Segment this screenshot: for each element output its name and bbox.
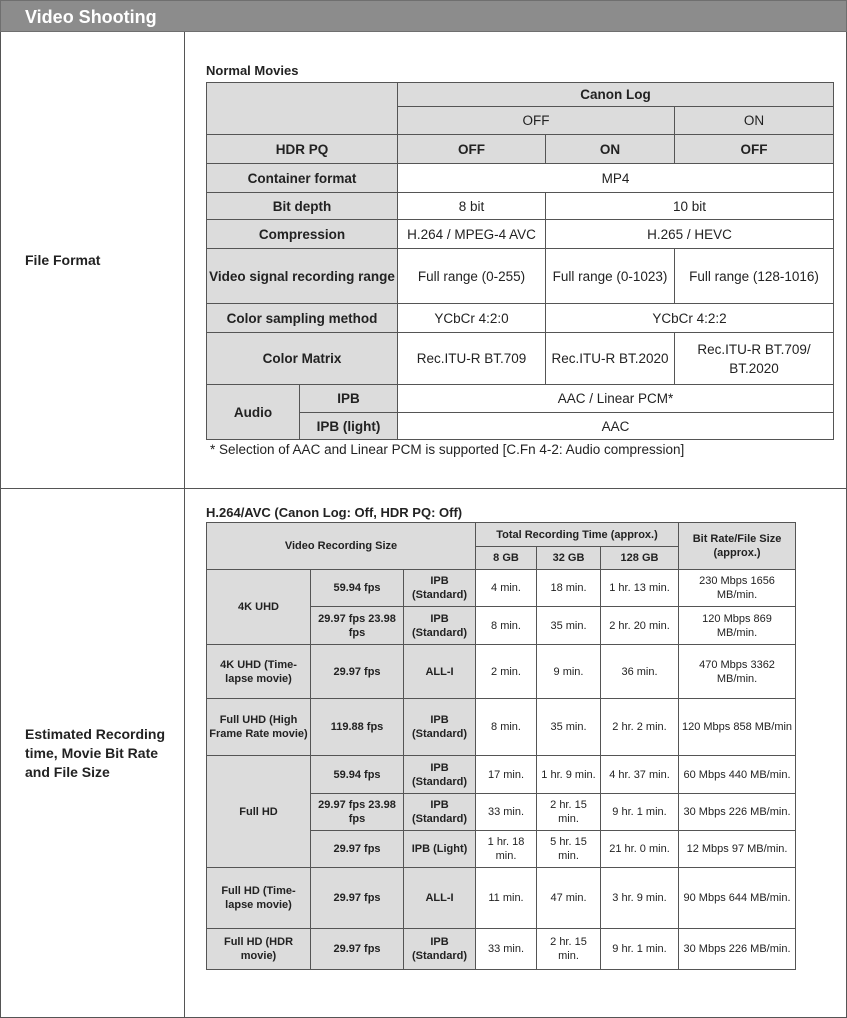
- r7-t8: 11 min.: [476, 868, 537, 929]
- video-signal-range-2: Full range (0-1023): [546, 249, 675, 304]
- r4-t8: 17 min.: [476, 756, 537, 794]
- r8-t128: 9 hr. 1 min.: [601, 929, 679, 970]
- group-fullhd: Full HD: [207, 756, 311, 868]
- canon-log-on: ON: [675, 107, 834, 135]
- hdr-pq-off-1: OFF: [398, 135, 546, 164]
- r0-fps: 59.94 fps: [311, 570, 404, 607]
- r0-t128: 1 hr. 13 min.: [601, 570, 679, 607]
- r8-t8: 33 min.: [476, 929, 537, 970]
- r1-t128: 2 hr. 20 min.: [601, 607, 679, 645]
- color-matrix-709: Rec.ITU-R BT.709: [398, 333, 546, 385]
- r0-t32: 18 min.: [537, 570, 601, 607]
- r3-comp: IPB (Standard): [404, 699, 476, 756]
- r5-t8: 33 min.: [476, 794, 537, 831]
- r3-rate: 120 Mbps 858 MB/min: [679, 699, 796, 756]
- r7-t128: 3 hr. 9 min.: [601, 868, 679, 929]
- h-total: Total Recording Time (approx.): [476, 523, 679, 547]
- compression-h264: H.264 / MPEG-4 AVC: [398, 220, 546, 249]
- audio-ipb-light-label: IPB (light): [300, 413, 398, 440]
- r3-t128: 2 hr. 2 min.: [601, 699, 679, 756]
- normal-movies-title: Normal Movies: [206, 63, 299, 78]
- section-header: [0, 0, 847, 32]
- video-signal-range-1: Full range (0-255): [398, 249, 546, 304]
- r4-fps: 59.94 fps: [311, 756, 404, 794]
- r4-comp: IPB (Standard): [404, 756, 476, 794]
- r0-comp: IPB (Standard): [404, 570, 476, 607]
- hdr-pq-on: ON: [546, 135, 675, 164]
- r3-t8: 8 min.: [476, 699, 537, 756]
- recording-table: [206, 522, 796, 970]
- r5-t128: 9 hr. 1 min.: [601, 794, 679, 831]
- h-size: Video Recording Size: [207, 523, 476, 570]
- column-divider: [184, 32, 185, 488]
- r6-t128: 21 hr. 0 min.: [601, 831, 679, 868]
- audio-label: Audio: [207, 385, 300, 440]
- r3-fps: 119.88 fps: [311, 699, 404, 756]
- video-signal-range-3: Full range (128-1016): [675, 249, 834, 304]
- r4-rate: 60 Mbps 440 MB/min.: [679, 756, 796, 794]
- r7-rate: 90 Mbps 644 MB/min.: [679, 868, 796, 929]
- h-8gb: 8 GB: [476, 547, 537, 570]
- bit-depth-10: 10 bit: [546, 193, 834, 220]
- r5-fps: 29.97 fps 23.98 fps: [311, 794, 404, 831]
- r2-fps: 29.97 fps: [311, 645, 404, 699]
- r0-rate: 230 Mbps 1656 MB/min.: [679, 570, 796, 607]
- group-fullhd-hdr: Full HD (HDR movie): [207, 929, 311, 970]
- r6-t32: 5 hr. 15 min.: [537, 831, 601, 868]
- r7-comp: ALL-I: [404, 868, 476, 929]
- color-sampling-422: YCbCr 4:2:2: [546, 304, 834, 333]
- canon-log-off: OFF: [398, 107, 675, 135]
- group-4kuhd-timelapse: 4K UHD (Time-lapse movie): [207, 645, 311, 699]
- r6-rate: 12 Mbps 97 MB/min.: [679, 831, 796, 868]
- file-format-label: File Format: [25, 252, 101, 268]
- column-divider-2: [184, 489, 185, 1017]
- color-matrix-709-2020: Rec.ITU-R BT.709/ BT.2020: [675, 333, 834, 385]
- r5-comp: IPB (Standard): [404, 794, 476, 831]
- compression-label: Compression: [207, 220, 398, 249]
- footnote: * Selection of AAC and Linear PCM is supported [C.Fn 4-2: Audio compression]: [210, 442, 685, 457]
- r8-t32: 2 hr. 15 min.: [537, 929, 601, 970]
- recording-label: Estimated Recording time, Movie Bit Rate and File Size: [25, 726, 166, 780]
- r4-t128: 4 hr. 37 min.: [601, 756, 679, 794]
- r1-t8: 8 min.: [476, 607, 537, 645]
- r2-t128: 36 min.: [601, 645, 679, 699]
- r5-t32: 2 hr. 15 min.: [537, 794, 601, 831]
- r1-rate: 120 Mbps 869 MB/min.: [679, 607, 796, 645]
- color-matrix-label: Color Matrix: [207, 333, 398, 385]
- bit-depth-8: 8 bit: [398, 193, 546, 220]
- group-fulluhd-hfr: Full UHD (High Frame Rate movie): [207, 699, 311, 756]
- r2-rate: 470 Mbps 3362 MB/min.: [679, 645, 796, 699]
- section-title: Video Shooting: [25, 7, 157, 27]
- r8-fps: 29.97 fps: [311, 929, 404, 970]
- bit-depth-label: Bit depth: [207, 193, 398, 220]
- corner-cell: [207, 83, 398, 135]
- hdr-pq-label: HDR PQ: [207, 135, 398, 164]
- r1-comp: IPB (Standard): [404, 607, 476, 645]
- group-4kuhd: 4K UHD: [207, 570, 311, 645]
- r8-comp: IPB (Standard): [404, 929, 476, 970]
- r1-fps: 29.97 fps 23.98 fps: [311, 607, 404, 645]
- h-32gb: 32 GB: [537, 547, 601, 570]
- color-matrix-2020: Rec.ITU-R BT.2020: [546, 333, 675, 385]
- r3-t32: 35 min.: [537, 699, 601, 756]
- r5-rate: 30 Mbps 226 MB/min.: [679, 794, 796, 831]
- group-fullhd-timelapse: Full HD (Time-lapse movie): [207, 868, 311, 929]
- r7-t32: 47 min.: [537, 868, 601, 929]
- video-signal-label: Video signal recording range: [207, 249, 398, 304]
- h264-title: H.264/AVC (Canon Log: Off, HDR PQ: Off): [206, 505, 463, 520]
- file-format-table: [206, 82, 834, 440]
- r7-fps: 29.97 fps: [311, 868, 404, 929]
- r0-t8: 4 min.: [476, 570, 537, 607]
- audio-ipb-label: IPB: [300, 385, 398, 413]
- r2-t8: 2 min.: [476, 645, 537, 699]
- color-sampling-420: YCbCr 4:2:0: [398, 304, 546, 333]
- r1-t32: 35 min.: [537, 607, 601, 645]
- r6-comp: IPB (Light): [404, 831, 476, 868]
- r2-comp: ALL-I: [404, 645, 476, 699]
- r2-t32: 9 min.: [537, 645, 601, 699]
- r6-fps: 29.97 fps: [311, 831, 404, 868]
- r8-rate: 30 Mbps 226 MB/min.: [679, 929, 796, 970]
- canon-log-header: Canon Log: [398, 83, 834, 107]
- container-format-value: MP4: [398, 164, 834, 193]
- hdr-pq-off-2: OFF: [675, 135, 834, 164]
- container-format-label: Container format: [207, 164, 398, 193]
- audio-ipb-light-value: AAC: [398, 413, 834, 440]
- r6-t8: 1 hr. 18 min.: [476, 831, 537, 868]
- color-sampling-label: Color sampling method: [207, 304, 398, 333]
- h-128gb: 128 GB: [601, 547, 679, 570]
- r4-t32: 1 hr. 9 min.: [537, 756, 601, 794]
- compression-h265: H.265 / HEVC: [546, 220, 834, 249]
- audio-ipb-value: AAC / Linear PCM*: [398, 385, 834, 413]
- h-bitrate: Bit Rate/File Size (approx.): [679, 523, 796, 570]
